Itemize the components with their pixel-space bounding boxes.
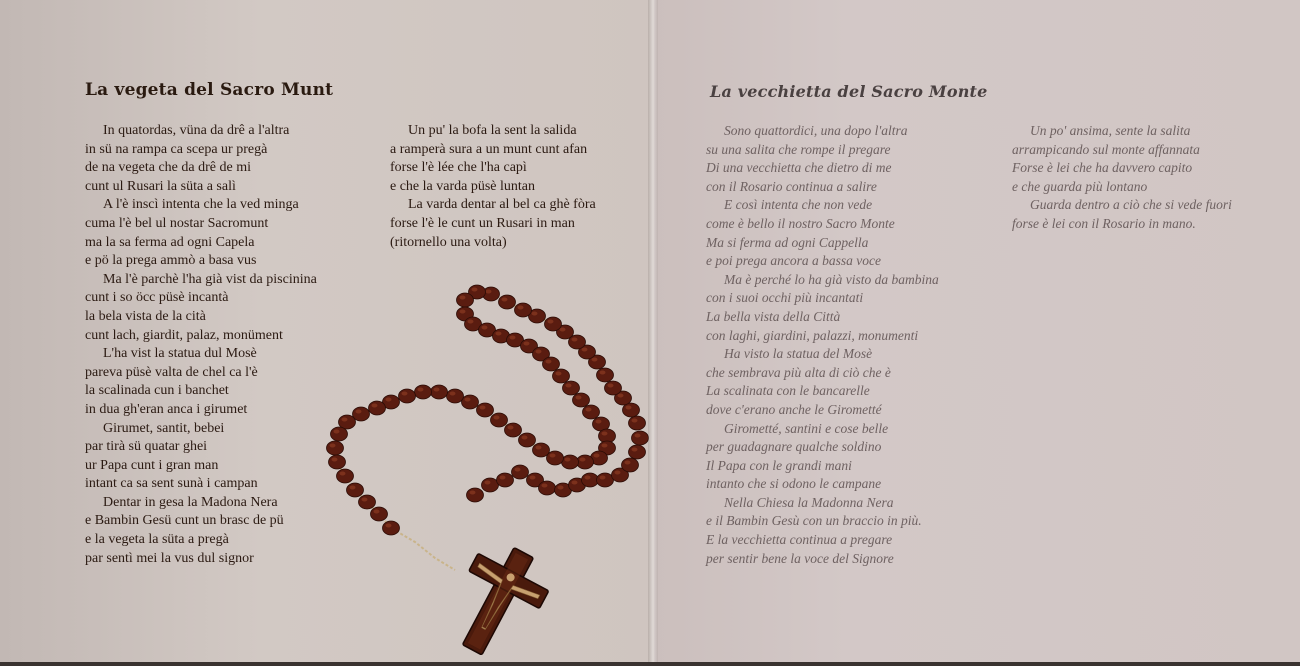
verse-line: (ritornello una volta): [390, 234, 507, 250]
verse-line: intant ca sa sent sunà i campan: [85, 476, 258, 492]
bead-highlight: [580, 458, 586, 462]
page-bottom-edge: [0, 662, 1300, 666]
bead-highlight: [542, 484, 548, 488]
bead-highlight: [470, 491, 476, 495]
verse-line: Ma è perché lo ha già visto da bambina: [724, 271, 939, 287]
verse-line: Sono quattordici, una dopo l'altra: [724, 123, 908, 138]
crucifix: [437, 534, 559, 655]
bead-highlight: [522, 436, 528, 440]
bead-highlight: [558, 486, 564, 490]
bead-highlight: [510, 336, 516, 340]
left-column-2: [390, 122, 596, 252]
rosary-bead: [629, 416, 646, 430]
bead-highlight: [374, 510, 380, 514]
bead-highlight: [572, 338, 578, 342]
verse-line: Girumet, santit, bebei: [103, 420, 225, 436]
verse-line: e poi prega ancora a bassa voce: [706, 253, 881, 269]
rosary-bead: [629, 445, 646, 459]
verse-line: cunt i so öcc püsè incantà: [85, 290, 229, 306]
verse-line: E la vecchietta continua a pregare: [706, 532, 893, 548]
rosary-bead: [467, 488, 484, 502]
bead-highlight: [342, 418, 348, 422]
verse-line: la bela vista de la cità: [85, 308, 206, 324]
bead-highlight: [565, 458, 571, 462]
verse-line: Nella Chiesa la Madonna Nera: [724, 494, 894, 510]
bead-highlight: [632, 448, 638, 452]
bead-highlight: [608, 384, 614, 388]
bead-highlight: [532, 312, 538, 316]
bead-highlight: [402, 392, 408, 396]
bead-highlight: [418, 388, 424, 392]
rosary-bead: [582, 473, 599, 487]
bead-highlight: [602, 432, 608, 436]
verse-line: forse è lei con il Rosario in mano.: [1012, 215, 1196, 231]
bead-highlight: [332, 458, 338, 462]
verse-line: In quatordas, vüna da drê a l'altra: [103, 123, 290, 138]
rosary-bead: [447, 389, 464, 403]
verse-line: la scalinada cun i banchet: [85, 383, 229, 399]
rosary-bead: [337, 469, 354, 483]
bead-highlight: [594, 454, 600, 458]
bead-highlight: [515, 468, 521, 472]
verse-line: con i suoi occhi più incantati: [706, 290, 864, 306]
rosary-bead: [371, 507, 388, 521]
bead-highlight: [524, 342, 530, 346]
rosary-bead: [533, 443, 550, 457]
verse-line: cunt ul Rusari la süta a salì: [85, 178, 236, 194]
verse-line: L'ha vist la statua dul Mosè: [103, 346, 257, 362]
verse-line: cunt lach, giardit, palaz, monüment: [85, 327, 283, 343]
rosary-bead: [622, 458, 639, 472]
bead-highlight: [566, 384, 572, 388]
right-page-title: La vecchietta del Sacro Monte: [710, 82, 988, 101]
verse-line: forse l'è lée che l'ha capì: [390, 160, 527, 176]
rosary-bead: [482, 478, 499, 492]
right-column-2: [1012, 122, 1232, 234]
verse-line: Ha visto la statua del Mosè: [724, 346, 873, 362]
verse-line: dove c'erano anche le Girometté: [706, 401, 882, 417]
bead-highlight: [596, 420, 602, 424]
verse-line: che sembrava più alta di ciò che è: [706, 364, 891, 380]
verse-line: come è bello il nostro Sacro Monte: [706, 215, 895, 231]
verse-line: a ramperà sura a un munt cunt afan: [390, 141, 588, 157]
rosary-bead: [497, 473, 514, 487]
verse-line: pareva püsè valta de chel ca l'è: [85, 364, 258, 380]
verse-line: Di una vecchietta che dietro di me: [706, 160, 892, 176]
bead-highlight: [518, 306, 524, 310]
verse-line: e Bambin Gesü cunt un brasc de pü: [85, 513, 284, 529]
verse-line: Un pu' la bofa la sent la salida: [408, 123, 577, 138]
bead-highlight: [602, 444, 608, 448]
bead-highlight: [472, 288, 478, 292]
bead-highlight: [586, 408, 592, 412]
verse-line: in sü na rampa ca scepa ur pregà: [85, 141, 268, 157]
rosary-bead: [383, 521, 400, 535]
bead-highlight: [508, 426, 514, 430]
verse-line: par tirà sü quatar ghei: [85, 439, 208, 455]
rosary-bead: [583, 405, 600, 419]
verse-line: Ma l'è parchè l'ha già vist da piscinina: [103, 271, 317, 287]
rosary-bead: [329, 455, 346, 469]
right-column-1: [706, 122, 939, 568]
bead-highlight: [550, 454, 556, 458]
verse-line: Dentar in gesa la Madona Nera: [103, 494, 278, 510]
rosary-bead: [491, 413, 508, 427]
verse-line: Ma si ferma ad ogni Cappella: [706, 234, 869, 250]
rosary-bead: [539, 481, 556, 495]
bead-highlight: [548, 320, 554, 324]
bead-highlight: [460, 296, 466, 300]
verse-line: forse l'è le cunt un Rusari in man: [390, 215, 575, 231]
verse-line: per sentir bene la voce del Signore: [706, 550, 894, 566]
rosary-bead: [327, 441, 344, 455]
verse-line: Guarda dentro a ciò che si vede fuori: [1030, 197, 1232, 213]
bead-highlight: [468, 320, 474, 324]
rosary-bead: [563, 381, 580, 395]
verse-line: e pö la prega ammò a basa vus: [85, 253, 257, 269]
verse-line: A l'è inscì intenta che la ved minga: [103, 197, 299, 213]
left-page-title: La vegeta del Sacro Munt: [85, 80, 334, 100]
bead-highlight: [496, 332, 502, 336]
bead-highlight: [615, 471, 621, 475]
bead-highlight: [530, 476, 536, 480]
verse-line: La bella vista della Città: [706, 308, 841, 324]
bead-highlight: [632, 419, 638, 423]
bead-highlight: [536, 446, 542, 450]
rosary-bead: [505, 423, 522, 437]
rosary-bead: [415, 385, 432, 399]
verse-line: ur Papa cunt i gran man: [85, 457, 219, 473]
rosary-bead: [462, 395, 479, 409]
rosary-bead: [477, 403, 494, 417]
bead-highlight: [582, 348, 588, 352]
verse-line: Il Papa con le grandi mani: [706, 457, 852, 473]
bead-highlight: [334, 430, 340, 434]
rosary-bead: [347, 483, 364, 497]
verse-line: con laghi, giardini, palazzi, monumenti: [706, 327, 919, 343]
verse-line: con il Rosario continua a salire: [706, 178, 877, 194]
bead-highlight: [592, 358, 598, 362]
bead-highlight: [494, 416, 500, 420]
rosary-bead: [515, 303, 532, 317]
rosary-bead: [359, 495, 376, 509]
verse-line: Un po' ansima, sente la salita: [1030, 123, 1191, 138]
verse-line: Forse è lei che ha davvero capito: [1012, 160, 1193, 176]
rosary-bead: [573, 393, 590, 407]
verse-line: su una salita che rompe il pregare: [706, 141, 891, 157]
verse-line: La scalinata con le bancarelle: [706, 383, 870, 399]
bead-highlight: [625, 461, 631, 465]
verse-line: e che guarda più lontano: [1012, 178, 1148, 194]
bead-highlight: [576, 396, 582, 400]
verse-line: intanto che si odono le campane: [706, 476, 882, 492]
bead-highlight: [536, 350, 542, 354]
rosary-image: [315, 280, 654, 655]
rosary-bead: [499, 295, 516, 309]
rosary-bead: [597, 368, 614, 382]
verse-line: cuma l'è bel ul nostar Sacromunt: [85, 215, 269, 231]
bead-highlight: [585, 476, 591, 480]
right-page: [654, 0, 1300, 666]
rosary-bead: [399, 389, 416, 403]
bead-highlight: [460, 310, 466, 314]
bead-highlight: [372, 404, 378, 408]
bead-highlight: [465, 398, 471, 402]
verse-line: e la vegeta la süta a pregà: [85, 532, 229, 548]
rosary-bead: [562, 455, 579, 469]
bead-highlight: [482, 326, 488, 330]
bead-highlight: [356, 410, 362, 414]
verse-line: arrampicando sul monte affannata: [1012, 141, 1200, 157]
bead-highlight: [635, 434, 641, 438]
verse-line: ma la sa ferma ad ogni Capela: [85, 234, 255, 250]
rosary-bead: [331, 427, 348, 441]
rosary-bead: [512, 465, 529, 479]
verse-line: La varda dentar al bel ca ghè fòra: [408, 197, 596, 213]
bead-highlight: [500, 476, 506, 480]
rosary-bead: [369, 401, 386, 415]
bead-highlight: [626, 406, 632, 410]
rosary-bead: [553, 369, 570, 383]
bead-highlight: [502, 298, 508, 302]
bead-highlight: [480, 406, 486, 410]
rosary-bead: [597, 473, 614, 487]
rosary-bead: [632, 431, 649, 445]
verse-line: par sentì mei la vus dul signor: [85, 550, 254, 566]
rosary-bead: [431, 385, 448, 399]
bead-highlight: [330, 444, 336, 448]
bead-highlight: [600, 476, 606, 480]
verse-line: per guadagnare qualche soldino: [706, 439, 882, 455]
verse-line: e il Bambin Gesù con un braccio in più.: [706, 513, 922, 529]
bead-highlight: [434, 388, 440, 392]
rosary-bead: [545, 317, 562, 331]
book-gutter: [648, 0, 658, 666]
verse-line: in dua gh'eran anca i girumet: [85, 401, 248, 417]
bead-highlight: [485, 481, 491, 485]
bead-highlight: [362, 498, 368, 502]
bead-highlight: [546, 360, 552, 364]
bead-highlight: [600, 371, 606, 375]
bead-highlight: [450, 392, 456, 396]
bead-highlight: [572, 481, 578, 485]
left-column-1: [85, 122, 317, 568]
verse-line: de na vegeta che da drê de mi: [85, 160, 251, 176]
rosary-bead: [605, 381, 622, 395]
rosary-bead: [577, 455, 594, 469]
bead-highlight: [556, 372, 562, 376]
rosary-bead: [457, 293, 474, 307]
rosary-bead: [543, 357, 560, 371]
verse-line: E così intenta che non vede: [724, 197, 873, 213]
bead-highlight: [350, 486, 356, 490]
bead-highlight: [618, 394, 624, 398]
bead-highlight: [340, 472, 346, 476]
bead-highlight: [486, 290, 492, 294]
bead-highlight: [386, 398, 392, 402]
verse-line: e che la varda püsè luntan: [390, 178, 535, 194]
bead-highlight: [386, 524, 392, 528]
rosary-bead: [519, 433, 536, 447]
verse-line: Girometté, santini e cose belle: [724, 420, 889, 436]
